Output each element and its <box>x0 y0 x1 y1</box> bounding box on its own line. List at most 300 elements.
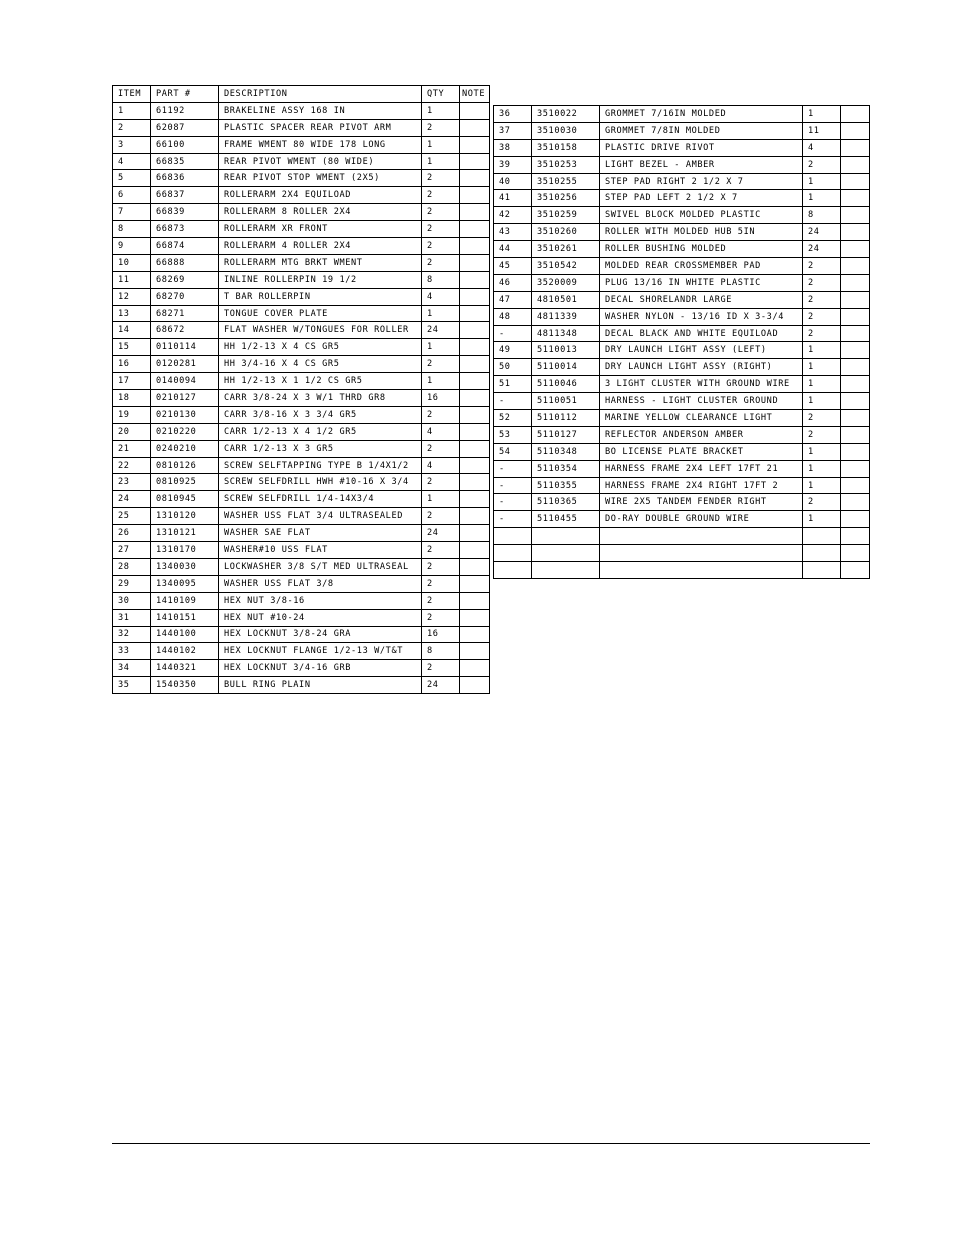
item-cell: 45 <box>494 258 532 275</box>
item-cell: 2 <box>113 119 151 136</box>
part-number-cell: 1310120 <box>151 508 219 525</box>
part-number-cell: 66100 <box>151 136 219 153</box>
note-cell <box>460 542 490 559</box>
note-cell <box>460 491 490 508</box>
qty-cell: 2 <box>422 575 460 592</box>
note-cell <box>460 643 490 660</box>
note-cell <box>460 221 490 238</box>
part-number-cell: 4811348 <box>532 325 600 342</box>
qty-cell: 2 <box>422 238 460 255</box>
part-number-cell: 66835 <box>151 153 219 170</box>
parts-list-table-left <box>112 85 490 694</box>
table-row <box>113 153 490 170</box>
note-cell <box>460 609 490 626</box>
table-row <box>113 440 490 457</box>
description-cell: WASHER USS FLAT 3/8 <box>219 575 422 592</box>
item-cell: 12 <box>113 288 151 305</box>
part-number-cell: 5110365 <box>532 494 600 511</box>
description-cell: REAR PIVOT WMENT (80 WIDE) <box>219 153 422 170</box>
description-cell: PLUG 13/16 IN WHITE PLASTIC <box>600 274 803 291</box>
description-cell: DECAL BLACK AND WHITE EQUILOAD <box>600 325 803 342</box>
item-cell: 42 <box>494 207 532 224</box>
part-number-cell: 3510259 <box>532 207 600 224</box>
table-row <box>494 325 870 342</box>
note-cell <box>841 562 870 579</box>
part-number-cell: 3510253 <box>532 156 600 173</box>
description-cell: WIRE 2X5 TANDEM FENDER RIGHT <box>600 494 803 511</box>
qty-cell: 8 <box>422 643 460 660</box>
qty-cell: 2 <box>422 474 460 491</box>
item-cell: 47 <box>494 291 532 308</box>
description-cell: DO-RAY DOUBLE GROUND WIRE <box>600 511 803 528</box>
item-cell: 52 <box>494 410 532 427</box>
note-cell <box>460 187 490 204</box>
qty-cell: 2 <box>422 187 460 204</box>
description-cell: WASHER SAE FLAT <box>219 525 422 542</box>
note-cell <box>460 423 490 440</box>
qty-cell: 2 <box>803 291 841 308</box>
description-cell: BO LICENSE PLATE BRACKET <box>600 443 803 460</box>
note-cell <box>460 558 490 575</box>
item-cell: 39 <box>494 156 532 173</box>
part-number-cell: 3510256 <box>532 190 600 207</box>
item-cell: 1 <box>113 102 151 119</box>
description-cell: 3 LIGHT CLUSTER WITH GROUND WIRE <box>600 376 803 393</box>
description-cell: HH 1/2-13 X 1 1/2 CS GR5 <box>219 373 422 390</box>
qty-cell: 1 <box>803 359 841 376</box>
note-cell <box>460 204 490 221</box>
qty-cell: 24 <box>422 322 460 339</box>
item-cell: - <box>494 325 532 342</box>
description-cell <box>600 562 803 579</box>
qty-cell: 24 <box>803 224 841 241</box>
description-cell: WASHER USS FLAT 3/4 ULTRASEALED <box>219 508 422 525</box>
table-row <box>494 359 870 376</box>
table-row <box>494 410 870 427</box>
part-number-cell: 1310170 <box>151 542 219 559</box>
description-cell: ROLLERARM 8 ROLLER 2X4 <box>219 204 422 221</box>
part-number-cell <box>532 528 600 545</box>
table-row <box>113 575 490 592</box>
qty-cell: 2 <box>422 542 460 559</box>
table-row <box>494 426 870 443</box>
item-cell: 5 <box>113 170 151 187</box>
note-cell <box>460 390 490 407</box>
table-row <box>494 562 870 579</box>
qty-cell: 2 <box>422 609 460 626</box>
table-row <box>113 102 490 119</box>
description-cell: CARR 3/8-16 X 3 3/4 GR5 <box>219 406 422 423</box>
part-number-cell: 5110354 <box>532 460 600 477</box>
note-cell <box>841 494 870 511</box>
item-cell: 26 <box>113 525 151 542</box>
note-cell <box>460 322 490 339</box>
item-cell: 16 <box>113 356 151 373</box>
item-cell: 28 <box>113 558 151 575</box>
part-number-cell: 66836 <box>151 170 219 187</box>
description-cell: HARNESS - LIGHT CLUSTER GROUND <box>600 393 803 410</box>
note-cell <box>460 356 490 373</box>
table-row <box>113 626 490 643</box>
description-cell: GROMMET 7/16IN MOLDED <box>600 106 803 123</box>
qty-cell: 2 <box>803 156 841 173</box>
qty-cell: 2 <box>422 204 460 221</box>
item-cell: - <box>494 477 532 494</box>
item-cell: 53 <box>494 426 532 443</box>
table-row <box>113 491 490 508</box>
part-number-cell: 0210130 <box>151 406 219 423</box>
part-number-cell: 68269 <box>151 271 219 288</box>
description-cell: HARNESS FRAME 2X4 RIGHT 17FT 2 <box>600 477 803 494</box>
note-cell <box>460 305 490 322</box>
item-cell: 8 <box>113 221 151 238</box>
qty-cell: 2 <box>422 254 460 271</box>
description-cell: ROLLERARM 2X4 EQUILOAD <box>219 187 422 204</box>
qty-cell: 1 <box>803 460 841 477</box>
note-cell <box>841 122 870 139</box>
part-number-cell: 5110051 <box>532 393 600 410</box>
qty-cell: 4 <box>803 139 841 156</box>
description-cell: PLASTIC DRIVE RIVOT <box>600 139 803 156</box>
qty-cell: 2 <box>803 308 841 325</box>
part-number-cell: 66873 <box>151 221 219 238</box>
qty-cell: 2 <box>422 119 460 136</box>
description-cell: CARR 1/2-13 X 4 1/2 GR5 <box>219 423 422 440</box>
part-number-cell: 4810501 <box>532 291 600 308</box>
description-cell: HARNESS FRAME 2X4 LEFT 17FT 21 <box>600 460 803 477</box>
part-number-cell: 3510261 <box>532 241 600 258</box>
qty-cell <box>803 562 841 579</box>
part-number-cell: 1410151 <box>151 609 219 626</box>
note-cell <box>841 511 870 528</box>
part-number-cell: 5110046 <box>532 376 600 393</box>
table-row <box>494 308 870 325</box>
table-row <box>494 241 870 258</box>
description-cell: WASHER#10 USS FLAT <box>219 542 422 559</box>
part-number-cell: 0810925 <box>151 474 219 491</box>
item-cell: 24 <box>113 491 151 508</box>
item-cell: 35 <box>113 677 151 694</box>
table-row <box>113 558 490 575</box>
note-cell <box>460 660 490 677</box>
part-number-cell: 66837 <box>151 187 219 204</box>
table-row <box>494 106 870 123</box>
table-row <box>113 609 490 626</box>
table-row <box>113 677 490 694</box>
table-row <box>494 528 870 545</box>
qty-cell: 2 <box>422 406 460 423</box>
table-header-row <box>113 86 490 103</box>
part-number-cell: 1540350 <box>151 677 219 694</box>
qty-cell: 1 <box>803 443 841 460</box>
qty-cell: 8 <box>803 207 841 224</box>
description-cell: ROLLER BUSHING MOLDED <box>600 241 803 258</box>
description-cell: TONGUE COVER PLATE <box>219 305 422 322</box>
item-cell: 49 <box>494 342 532 359</box>
description-cell: WASHER NYLON - 13/16 ID X 3-3/4 <box>600 308 803 325</box>
part-number-cell: 0110114 <box>151 339 219 356</box>
note-cell <box>460 626 490 643</box>
qty-cell: 2 <box>803 410 841 427</box>
qty-cell: 16 <box>422 626 460 643</box>
note-cell <box>841 528 870 545</box>
part-number-cell: 66874 <box>151 238 219 255</box>
item-cell: 29 <box>113 575 151 592</box>
table-row <box>113 542 490 559</box>
table-row <box>113 525 490 542</box>
description-cell: ROLLERARM MTG BRKT WMENT <box>219 254 422 271</box>
description-cell: BRAKELINE ASSY 168 IN <box>219 102 422 119</box>
description-cell: SCREW SELFDRILL 1/4-14X3/4 <box>219 491 422 508</box>
part-number-cell: 5110013 <box>532 342 600 359</box>
item-cell: 40 <box>494 173 532 190</box>
table-row <box>494 139 870 156</box>
item-cell: 38 <box>494 139 532 156</box>
parts-list-table-right <box>493 105 870 579</box>
qty-cell: 1 <box>422 491 460 508</box>
note-cell <box>841 190 870 207</box>
qty-cell: 4 <box>422 457 460 474</box>
description-cell: HH 1/2-13 X 4 CS GR5 <box>219 339 422 356</box>
part-number-cell: 5110127 <box>532 426 600 443</box>
description-cell <box>600 528 803 545</box>
description-cell: SCREW SELFTAPPING TYPE B 1/4X1/2 <box>219 457 422 474</box>
description-cell: LIGHT BEZEL - AMBER <box>600 156 803 173</box>
table-row <box>113 423 490 440</box>
qty-cell: 1 <box>422 339 460 356</box>
note-cell <box>841 410 870 427</box>
item-cell: 23 <box>113 474 151 491</box>
part-number-cell: 5110455 <box>532 511 600 528</box>
table-row <box>494 342 870 359</box>
part-number-cell: 0810126 <box>151 457 219 474</box>
table-row <box>494 190 870 207</box>
table-row <box>113 592 490 609</box>
qty-cell: 2 <box>422 508 460 525</box>
note-cell <box>841 224 870 241</box>
note-cell <box>841 106 870 123</box>
description-cell: PLASTIC SPACER REAR PIVOT ARM <box>219 119 422 136</box>
part-number-cell: 1440321 <box>151 660 219 677</box>
item-cell: 31 <box>113 609 151 626</box>
item-cell: 21 <box>113 440 151 457</box>
description-cell: LOCKWASHER 3/8 S/T MED ULTRASEAL <box>219 558 422 575</box>
qty-cell: 1 <box>803 376 841 393</box>
description-cell: STEP PAD LEFT 2 1/2 X 7 <box>600 190 803 207</box>
qty-cell: 2 <box>422 170 460 187</box>
table-row <box>113 339 490 356</box>
item-cell: 30 <box>113 592 151 609</box>
note-cell <box>460 508 490 525</box>
qty-cell: 2 <box>803 274 841 291</box>
table-row <box>494 443 870 460</box>
note-cell <box>460 136 490 153</box>
description-cell: HEX LOCKNUT FLANGE 1/2-13 W/T&T <box>219 643 422 660</box>
part-number-cell: 5110112 <box>532 410 600 427</box>
qty-cell: 1 <box>422 305 460 322</box>
qty-cell: 2 <box>422 221 460 238</box>
note-cell <box>460 406 490 423</box>
description-cell: SWIVEL BLOCK MOLDED PLASTIC <box>600 207 803 224</box>
item-cell: 7 <box>113 204 151 221</box>
part-number-cell: 1410109 <box>151 592 219 609</box>
note-cell <box>841 139 870 156</box>
table-row <box>113 271 490 288</box>
qty-cell: 2 <box>803 325 841 342</box>
part-number-cell: 0210220 <box>151 423 219 440</box>
part-number-cell: 0240210 <box>151 440 219 457</box>
qty-cell: 1 <box>803 393 841 410</box>
table-row <box>113 322 490 339</box>
part-number-cell: 68271 <box>151 305 219 322</box>
note-cell <box>841 274 870 291</box>
part-number-cell: 62087 <box>151 119 219 136</box>
description-cell: DRY LAUNCH LIGHT ASSY (LEFT) <box>600 342 803 359</box>
header-item: ITEM <box>113 86 151 103</box>
table-row <box>113 660 490 677</box>
part-number-cell: 1310121 <box>151 525 219 542</box>
table-row <box>113 221 490 238</box>
description-cell: HEX NUT 3/8-16 <box>219 592 422 609</box>
item-cell: 34 <box>113 660 151 677</box>
note-cell <box>841 156 870 173</box>
item-cell: 15 <box>113 339 151 356</box>
item-cell: 36 <box>494 106 532 123</box>
qty-cell: 1 <box>422 136 460 153</box>
note-cell <box>841 545 870 562</box>
item-cell: 41 <box>494 190 532 207</box>
table-row <box>494 460 870 477</box>
item-cell <box>494 528 532 545</box>
table-row <box>113 474 490 491</box>
description-cell: MARINE YELLOW CLEARANCE LIGHT <box>600 410 803 427</box>
item-cell: 25 <box>113 508 151 525</box>
description-cell: ROLLER WITH MOLDED HUB 5IN <box>600 224 803 241</box>
note-cell <box>460 457 490 474</box>
item-cell: 20 <box>113 423 151 440</box>
item-cell: 9 <box>113 238 151 255</box>
part-number-cell: 3510260 <box>532 224 600 241</box>
note-cell <box>460 592 490 609</box>
part-number-cell: 1340030 <box>151 558 219 575</box>
item-cell: 14 <box>113 322 151 339</box>
description-cell: HEX NUT #10-24 <box>219 609 422 626</box>
part-number-cell: 61192 <box>151 102 219 119</box>
description-cell: ROLLERARM XR FRONT <box>219 221 422 238</box>
item-cell: 11 <box>113 271 151 288</box>
note-cell <box>460 474 490 491</box>
qty-cell: 24 <box>422 525 460 542</box>
part-number-cell: 5110348 <box>532 443 600 460</box>
note-cell <box>841 460 870 477</box>
part-number-cell: 0140094 <box>151 373 219 390</box>
table-row <box>494 393 870 410</box>
description-cell: ROLLERARM 4 ROLLER 2X4 <box>219 238 422 255</box>
part-number-cell: 68270 <box>151 288 219 305</box>
note-cell <box>841 342 870 359</box>
table-row <box>113 204 490 221</box>
description-cell: BULL RING PLAIN <box>219 677 422 694</box>
qty-cell: 2 <box>422 440 460 457</box>
note-cell <box>841 376 870 393</box>
part-number-cell <box>532 545 600 562</box>
item-cell: 22 <box>113 457 151 474</box>
header-description: DESCRIPTION <box>219 86 422 103</box>
item-cell: - <box>494 460 532 477</box>
table-row <box>113 254 490 271</box>
note-cell <box>460 288 490 305</box>
item-cell: - <box>494 393 532 410</box>
note-cell <box>460 525 490 542</box>
table-row <box>494 511 870 528</box>
table-row <box>113 136 490 153</box>
note-cell <box>841 443 870 460</box>
description-cell: FLAT WASHER W/TONGUES FOR ROLLER <box>219 322 422 339</box>
table-row <box>494 207 870 224</box>
header-qty: QTY <box>422 86 460 103</box>
part-number-cell <box>532 562 600 579</box>
footer-rule <box>112 1143 870 1144</box>
item-cell: 51 <box>494 376 532 393</box>
table-row <box>494 122 870 139</box>
table-row <box>113 238 490 255</box>
item-cell: 37 <box>494 122 532 139</box>
description-cell: T BAR ROLLERPIN <box>219 288 422 305</box>
table-row <box>113 373 490 390</box>
item-cell <box>494 545 532 562</box>
part-number-cell: 3520009 <box>532 274 600 291</box>
item-cell: 18 <box>113 390 151 407</box>
note-cell <box>460 575 490 592</box>
table-row <box>113 187 490 204</box>
item-cell: 54 <box>494 443 532 460</box>
note-cell <box>460 339 490 356</box>
part-number-cell: 3510542 <box>532 258 600 275</box>
part-number-cell: 66839 <box>151 204 219 221</box>
part-number-cell: 68672 <box>151 322 219 339</box>
table-row <box>113 457 490 474</box>
description-cell: REFLECTOR ANDERSON AMBER <box>600 426 803 443</box>
item-cell: 44 <box>494 241 532 258</box>
table-row <box>494 291 870 308</box>
qty-cell: 2 <box>803 494 841 511</box>
part-number-cell: 3510255 <box>532 173 600 190</box>
table-row <box>494 224 870 241</box>
header-note: NOTE <box>460 86 490 103</box>
description-cell: STEP PAD RIGHT 2 1/2 X 7 <box>600 173 803 190</box>
qty-cell <box>803 528 841 545</box>
part-number-cell: 1440100 <box>151 626 219 643</box>
item-cell: 10 <box>113 254 151 271</box>
table-row <box>494 258 870 275</box>
item-cell: 4 <box>113 153 151 170</box>
description-cell: REAR PIVOT STOP WMENT (2X5) <box>219 170 422 187</box>
qty-cell <box>803 545 841 562</box>
description-cell: HEX LOCKNUT 3/8-24 GRA <box>219 626 422 643</box>
item-cell: 50 <box>494 359 532 376</box>
table-row <box>113 119 490 136</box>
note-cell <box>460 170 490 187</box>
note-cell <box>841 359 870 376</box>
note-cell <box>841 325 870 342</box>
item-cell: 27 <box>113 542 151 559</box>
item-cell: 43 <box>494 224 532 241</box>
qty-cell: 1 <box>422 373 460 390</box>
item-cell: 46 <box>494 274 532 291</box>
table-row <box>494 376 870 393</box>
qty-cell: 1 <box>803 106 841 123</box>
part-number-cell: 5110355 <box>532 477 600 494</box>
